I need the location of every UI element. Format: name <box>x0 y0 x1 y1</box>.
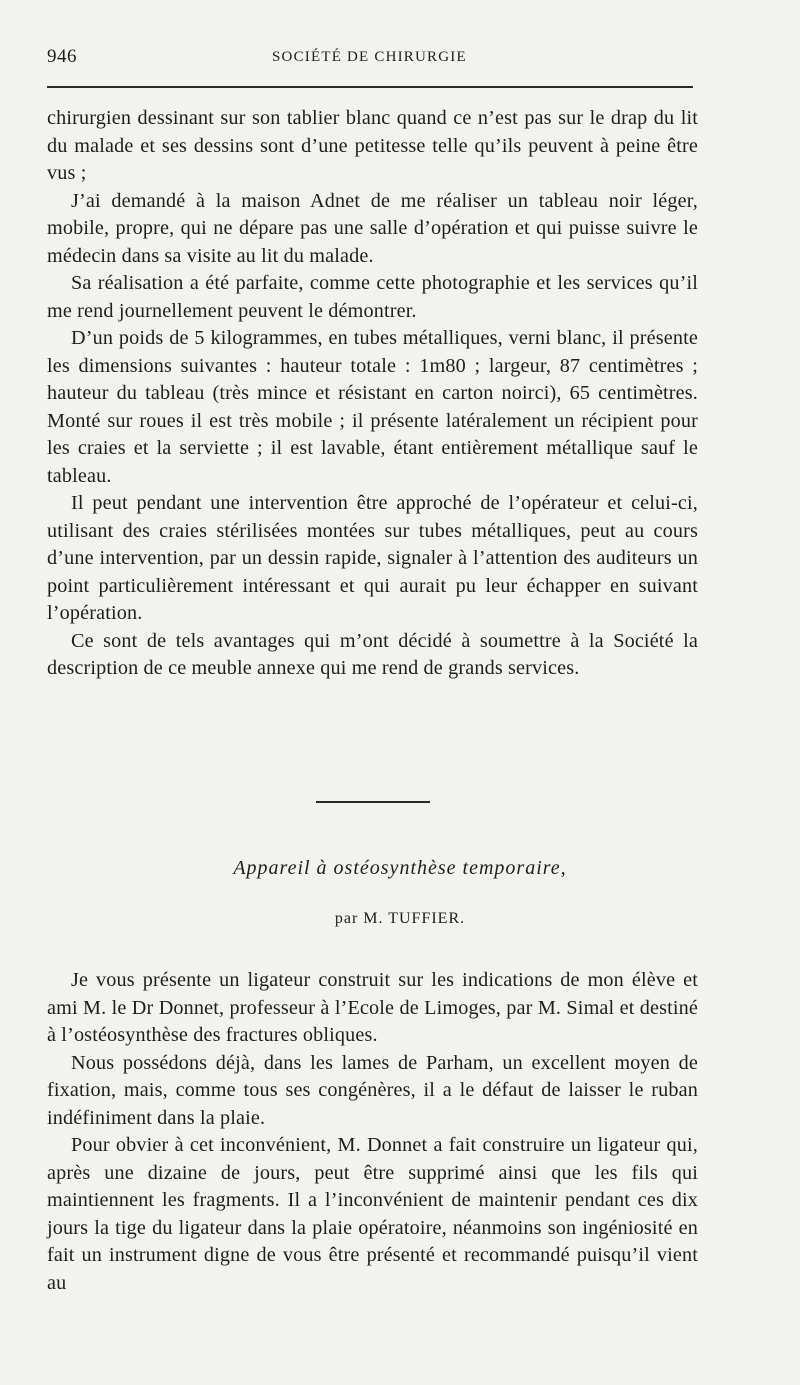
section-chalkboard-text <box>47 105 698 683</box>
paragraph: D’un poids de 5 kilogrammes, en tubes métalliques, verni blanc, il présente les dimensions suivantes : hauteur totale : 1m80 ; largeur, 87 centimètres ; hauteur du tableau (très mince et résistant en carton noirci), 65 centimètres. Monté sur roues il est très mobile ; il présente latéralement un récipient pour les craies et la serviette ; il est lavable, étant entièrement métallique sauf le tableau. <box>47 327 698 487</box>
section-separator <box>316 801 430 803</box>
header-rule <box>47 86 693 88</box>
section-osteosynthesis-text <box>47 967 698 1297</box>
article-byline: par M. TUFFIER. <box>334 910 466 927</box>
page-number: 946 <box>47 46 77 67</box>
paragraph: Nous possédons déjà, dans les lames de Parham, un excellent moyen de fixation, mais, comme tous ses congénères, il a le défaut de laisser le ruban indéfiniment dans la plaie. <box>47 1051 698 1129</box>
paragraph: Il peut pendant une intervention être approché de l’opérateur et celui-ci, utilisant des craies stérilisées montées sur tubes métalliques, peut au cours d’une intervention, par un dessin rapide, signaler à l’attention des auditeurs un point particulièrement intéressant et qui aurait pu leur échapper en suivant l’opération. <box>47 492 698 624</box>
article-title: Appareil à ostéosynthèse temporaire, <box>233 857 567 879</box>
paragraph: J’ai demandé à la maison Adnet de me réaliser un tableau noir léger, mobile, propre, qui ne dépare pas une salle d’opération et qui puisse suivre le médecin dans sa visite au lit du malade. <box>47 189 698 267</box>
paragraph: Pour obvier à cet inconvénient, M. Donnet a fait construire un ligateur qui, après une dizaine de jours, peut être supprimé ainsi que les fils qui maintiennent les fragments. Il a l’inconvénient de maintenir pendant ces dix jours la tige du ligateur dans la plaie opératoire, néanmoins son ingéniosité en fait un instrument digne de vous être présenté et recommandé puisqu’il vient au <box>47 1134 698 1294</box>
page-header <box>47 46 694 72</box>
paragraph: chirurgien dessinant sur son tablier blanc quand ce n’est pas sur le drap du lit du malade et ses dessins sont d’une petitesse telle qu’ils peuvent à peine être vus ; <box>47 107 698 184</box>
paragraph: Ce sont de tels avantages qui m’ont décidé à soumettre à la Société la description de ce meuble annexe qui me rend de grands services. <box>47 629 698 679</box>
paragraph: Je vous présente un ligateur construit sur les indications de mon élève et ami M. le Dr Donnet, professeur à l’Ecole de Limoges, par M. Simal et destiné à l’ostéosynthèse des fractures obliques. <box>47 969 698 1046</box>
running-title: SOCIÉTÉ DE CHIRURGIE <box>272 49 467 65</box>
paragraph: Sa réalisation a été parfaite, comme cette photographie et les services qu’il me rend journellement peuvent le démontrer. <box>47 272 698 322</box>
